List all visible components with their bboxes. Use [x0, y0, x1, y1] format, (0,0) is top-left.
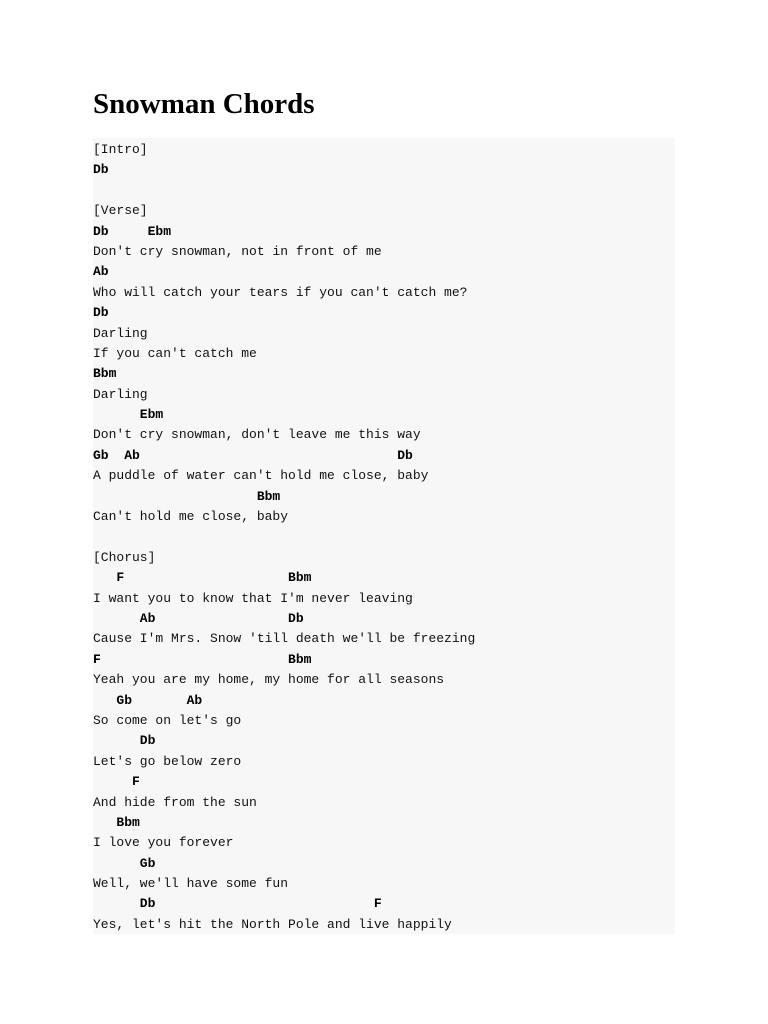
- lyric-line: A puddle of water can't hold me close, baby: [93, 468, 429, 484]
- lyric-line: Can't hold me close, baby: [93, 509, 289, 525]
- lyric-line: Don't cry snowman, not in front of me: [93, 243, 382, 259]
- blank-line: [93, 181, 475, 201]
- lyric-line: So come on let's go: [93, 712, 242, 728]
- chord-line: F Bbm: [93, 651, 312, 667]
- lyric-line: [Verse]: [93, 203, 148, 219]
- blank-line: [93, 527, 475, 547]
- chord-line: Gb: [93, 855, 156, 871]
- lyric-line: Let's go below zero: [93, 753, 242, 769]
- lyric-line: I want you to know that I'm never leaving: [93, 590, 413, 606]
- chord-line: F Bbm: [93, 570, 312, 586]
- chord-line: Bbm: [93, 488, 281, 504]
- chord-line: Ab: [93, 264, 109, 280]
- chord-line: Bbm: [93, 366, 117, 382]
- chord-line: Db: [93, 305, 109, 321]
- lyric-line: Who will catch your tears if you can't catch me?: [93, 284, 468, 300]
- lyric-line: Don't cry snowman, don't leave me this way: [93, 427, 421, 443]
- chord-sheet-lines: [93, 140, 475, 934]
- chord-line: Bbm: [93, 814, 140, 830]
- chord-line: Ebm: [93, 407, 164, 423]
- chord-line: Gb Ab Db: [93, 447, 413, 463]
- chord-line: F: [93, 774, 140, 790]
- lyric-line: And hide from the sun: [93, 794, 257, 810]
- lyric-line: Darling: [93, 386, 148, 402]
- lyric-line: [Intro]: [93, 142, 148, 157]
- lyric-line: [Chorus]: [93, 549, 156, 565]
- lyric-line: Yeah you are my home, my home for all seasons: [93, 672, 445, 688]
- chord-line: Db: [93, 162, 109, 178]
- chord-line: Db Ebm: [93, 223, 172, 239]
- lyric-line: Yes, let's hit the North Pole and live happily: [93, 916, 452, 932]
- lyric-line: Darling: [93, 325, 148, 341]
- chord-sheet: [93, 138, 675, 934]
- chord-line: Gb Ab: [93, 692, 203, 708]
- lyric-line: Well, we'll have some fun: [93, 876, 289, 892]
- chord-line: Ab Db: [93, 610, 304, 626]
- lyric-line: If you can't catch me: [93, 345, 257, 361]
- lyric-line: I love you forever: [93, 835, 234, 851]
- chord-line: Db: [93, 733, 156, 749]
- page-title: Snowman Chords: [93, 88, 315, 120]
- chord-line: Db F: [93, 896, 382, 912]
- lyric-line: Cause I'm Mrs. Snow 'till death we'll be freezing: [93, 631, 476, 647]
